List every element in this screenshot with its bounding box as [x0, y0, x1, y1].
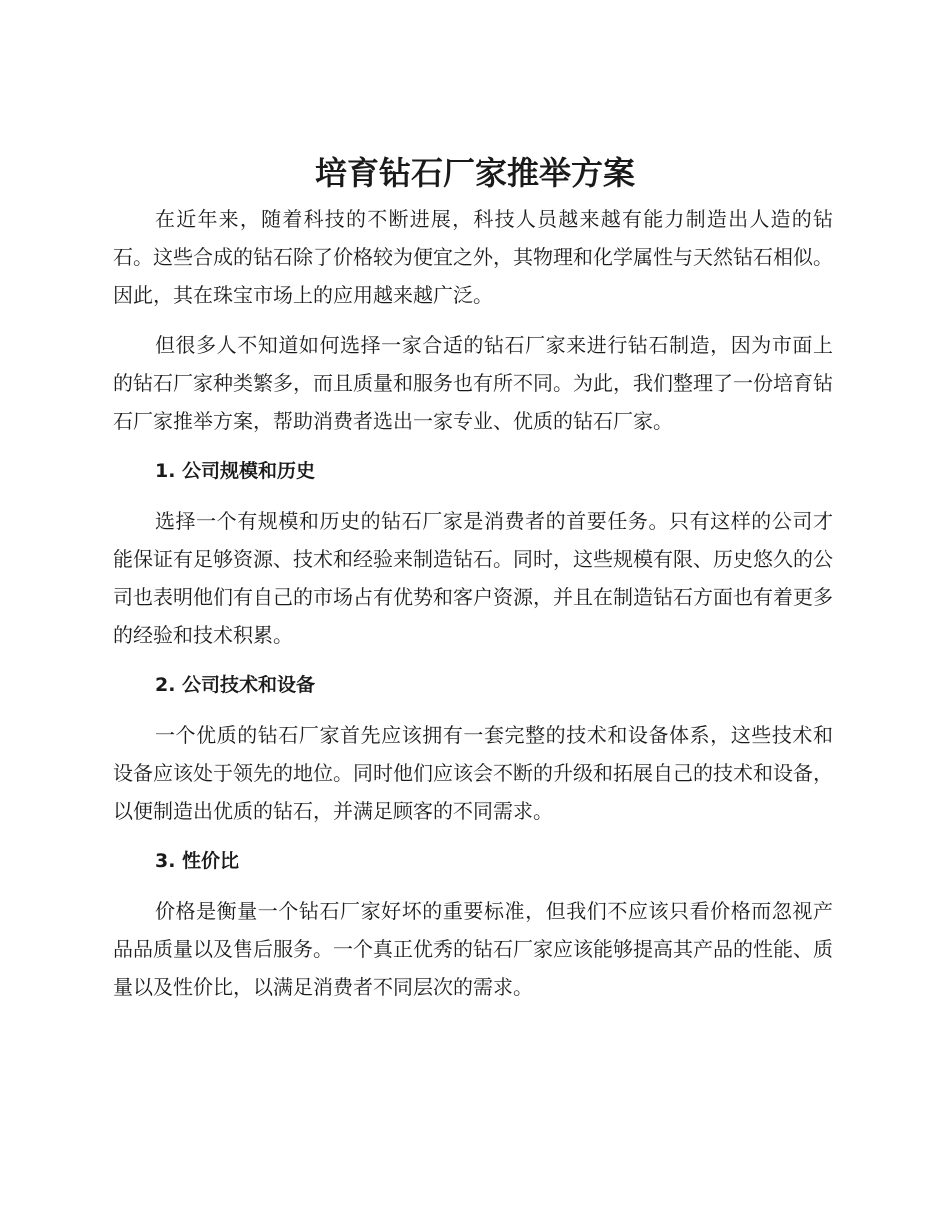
- section-heading: 3. 性价比: [155, 850, 240, 872]
- section-3: [113, 842, 833, 1006]
- section-heading: 1. 公司规模和历史: [155, 460, 316, 482]
- document-body: [113, 200, 833, 1018]
- document-title: 培育钻石厂家推举方案: [314, 154, 635, 192]
- section-paragraph: 选择一个有规模和历史的钻石厂家是消费者的首要任务。只有这样的公司才能保证有足够资源、技术和经验来制造钻石。同时，这些规模有限、历史悠久的公司也表明他们有自己的市场占有优势和客户资源，并且在制造钻石方面也有着更多的经验和技术积累。: [113, 509, 833, 647]
- section-2: [113, 666, 833, 830]
- intro-paragraph-1: 在近年来，随着科技的不断进展，科技人员越来越有能力制造出人造的钻石。这些合成的钻石除了价格较为便宜之外，其物理和化学属性与天然钻石相似。因此，其在珠宝市场上的应用越来越广泛。: [113, 207, 833, 307]
- section-heading: 2. 公司技术和设备: [155, 674, 316, 696]
- section-paragraph: 价格是衡量一个钻石厂家好坏的重要标准，但我们不应该只看价格而忽视产品品质量以及售后服务。一个真正优秀的钻石厂家应该能够提高其产品的性能、质量以及性价比，以满足消费者不同层次的需求。: [113, 899, 833, 999]
- section-paragraph: 一个优质的钻石厂家首先应该拥有一套完整的技术和设备体系，这些技术和设备应该处于领先的地位。同时他们应该会不断的升级和拓展自己的技术和设备，以便制造出优质的钻石，并满足顾客的不同需求。: [113, 723, 833, 823]
- intro-paragraph-2: 但很多人不知道如何选择一家合适的钻石厂家来进行钻石制造，因为市面上的钻石厂家种类繁多，而且质量和服务也有所不同。为此，我们整理了一份培育钻石厂家推举方案，帮助消费者选出一家专业、优质的钻石厂家。: [113, 333, 833, 433]
- section-1: [113, 452, 833, 654]
